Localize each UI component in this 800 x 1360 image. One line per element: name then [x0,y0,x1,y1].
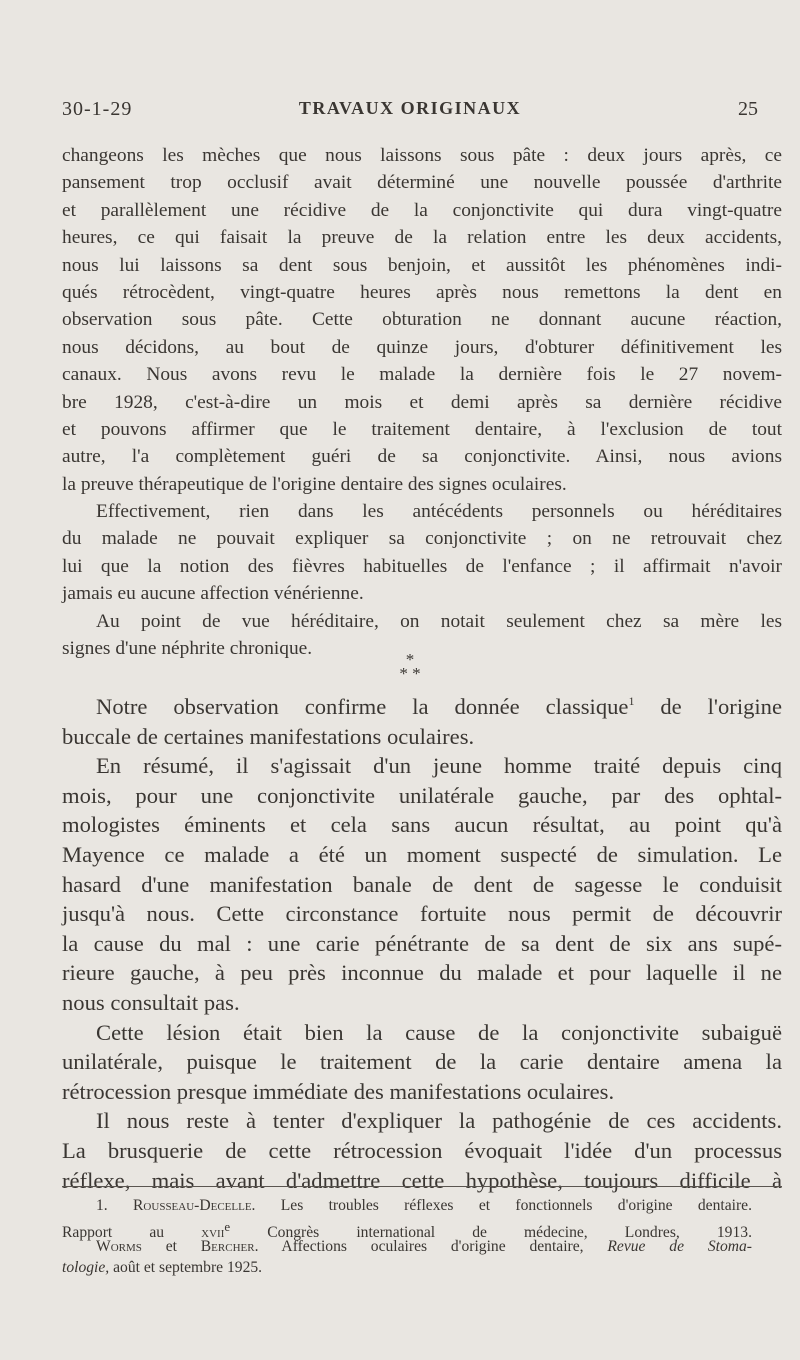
text-line: canaux. Nous avons revu le malade la dernière fois le 27 novem- [62,364,782,386]
text-line: nous décidons, au bout de quinze jours, d'obturer définitivement les [62,336,782,358]
section-separator-asterism: * * * [399,650,421,683]
text-line: changeons les mèches que nous laissons sous pâte : deux jours après, ce [62,145,782,166]
body-text-upper [62,142,782,662]
text-line: heures, ce qui faisait la preuve de la relation entre les deux accidents, [62,227,782,249]
header-title: TRAVAUX ORIGINAUX [298,98,522,118]
text-line: lui que la notion des fièvres habituelles de l'enfance ; il affirmait n'avoir [62,555,782,577]
text-line: et parallèlement une récidive de la conjonctivite qui dura vingt-quatre [62,199,782,221]
footnote-line: tologie, août et septembre 1925. [62,1258,263,1276]
text-line: signes d'une néphrite chronique. [62,638,313,660]
text-line: Effectivement, rien dans les antécédents personnels ou héréditaires [96,501,782,523]
footnote-author: Worms [96,1238,142,1255]
running-header [62,98,758,128]
footnote-line: Worms et Bercher. Affections oculaires d'origine dentaire, Revue de Stoma- [96,1238,752,1255]
text-line: et pouvons affirmer que le traitement dentaire, à l'exclusion de tout [62,418,782,440]
footnote-author: Rousseau-Decelle. [133,1197,256,1214]
text-line: jusqu'à nous. Cette circonstance fortuite nous permit de découvrir [62,901,782,927]
text-line: buccale de certaines manifestations oculaires. [62,723,475,749]
text-line: nous lui laissons sa dent sous benjoin, et aussitôt les phénomènes indi- [62,254,782,276]
header-date: 30-1-29 [62,98,133,120]
text-line: Il nous reste à tenter d'expliquer la pathogénie de ces accidents. [96,1108,782,1134]
text-line: mois, pour une conjonctivite unilatérale gauche, par des ophtal- [62,782,782,808]
text-line: Cette lésion était bien la cause de la conjonctivite subaiguë [96,1019,782,1045]
footnote-line: Rapport au xvii$^e$ Congrès international de médecine, Londres, 1913. [62,1218,752,1241]
text-line: réflexe, mais avant d'admettre cette hypothèse, toujours difficile à [62,1167,782,1193]
text-line: Au point de vue héréditaire, on notait seulement chez sa mère les [96,610,782,632]
text-line: autre, l'a complètement guéri de sa conjonctivite. Ainsi, nous avions [62,446,782,468]
text-line: pansement trop occlusif avait déterminé une nouvelle poussée d'arthrite [62,172,782,194]
text-line: Mayence ce malade a été un moment suspecté de simulation. Le [62,841,782,867]
footnotes [62,1196,752,1278]
journal-title: tologie, [62,1258,110,1276]
page-number: 25 [738,98,758,120]
text-line: observation sous pâte. Cette obturation ne donnant aucune réaction, [62,309,782,331]
text-line: mologistes éminents et cela sans aucun résultat, au point qu'à [62,812,782,838]
text-line: rieure gauche, à peu près inconnue du malade et pour laquelle il ne [62,960,782,986]
footnote-ref: 1 [628,694,635,708]
text-line: du malade ne pouvait expliquer sa conjonctivite ; on ne retrouvait chez [62,528,782,550]
text-line: la cause du mal : une carie pénétrante de sa dent de six ans supé- [62,930,782,956]
text-line: nous consultait pas. [62,989,240,1015]
body-text-lower [62,692,782,1195]
footnote-line: 1. Rousseau-Decelle. Les troubles réflexes et fonctionnels d'origine dentaire. [96,1197,752,1214]
text-line: la preuve thérapeutique de l'origine dentaire des signes oculaires. [62,473,567,495]
text-line: En résumé, il s'agissait d'un jeune homme traité depuis cinq [96,753,782,779]
journal-title: Revue de Stoma- [607,1238,752,1255]
text-line: qués rétrocèdent, vingt-quatre heures après nous remettons la dent en [62,281,782,303]
text-line: hasard d'une manifestation banale de dent de sagesse le conduisit [62,871,782,897]
text-line: Notre observation confirme la donnée classique$^1$ de l'origine [96,694,782,719]
text-line: rétrocession presque immédiate des manifestations oculaires. [62,1078,615,1104]
text-line: unilatérale, puisque le traitement de la carie dentaire amena la [62,1049,782,1075]
footnote-author: Bercher. [200,1238,259,1255]
footnote-divider [62,1186,782,1187]
text-line: La brusquerie de cette rétrocession évoquait l'idée d'un processus [62,1137,782,1163]
text-line: bre 1928, c'est-à-dire un mois et demi après sa dernière récidive [62,391,782,413]
text-line: jamais eu aucune affection vénérienne. [62,583,364,605]
